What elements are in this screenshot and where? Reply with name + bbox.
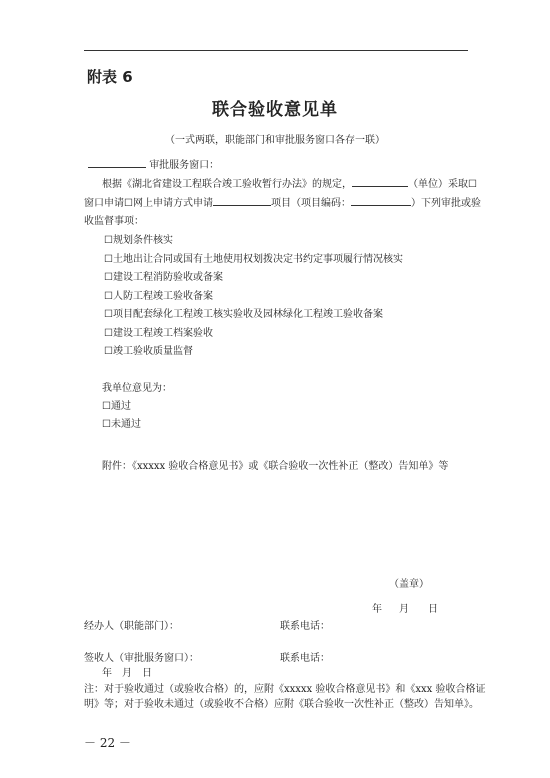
unit-blank	[352, 175, 408, 187]
addressee-suffix: 审批服务窗口：	[149, 160, 220, 171]
body-line-3: 收监督事项：	[84, 216, 144, 227]
addressee-line	[88, 156, 219, 171]
item-greening-acceptance[interactable]: ☐项目配套绿化工程竣工核实验收及园林绿化工程竣工验收备案	[104, 309, 383, 320]
receiver-date: 年 月 日	[102, 668, 152, 679]
note-line-2: 明》等；对于验收未通过（或验收不合格）应附《联合验收一次性补正（整改）告知单》。	[84, 699, 479, 710]
body-line-2-tail: ）下列审批或验	[410, 198, 481, 209]
note-line-1: 注：对于验收通过（或验收合格）的，应附《xxxxx 验收合格意见书》和《xxx 验收合格证	[84, 684, 486, 695]
appendix-label: 附表 6	[87, 68, 133, 86]
seal-date-month: 月	[399, 604, 409, 615]
body-line-2-text: 窗口申请☐网上申请方式申请	[84, 198, 213, 209]
handler-label: 经办人（职能部门）：	[84, 621, 179, 632]
receiver-label: 签收人（审批服务窗口）：	[84, 653, 199, 664]
body-line-1	[102, 175, 477, 190]
document-subtitle: （一式两联，职能部门和审批服务窗口各存一联）	[165, 135, 385, 146]
page-number: － 22 －	[84, 736, 131, 750]
body-line-2-project: 项目（项目编码：	[270, 198, 351, 209]
addressee-blank	[88, 156, 146, 168]
handler-phone-label: 联系电话：	[280, 621, 330, 632]
project-blank	[213, 194, 271, 206]
opinion-label: 我单位意见为：	[102, 383, 172, 394]
body-line-1-tail: （单位）采取☐	[408, 179, 477, 190]
item-civil-defense-record[interactable]: ☐人防工程竣工验收备案	[104, 291, 213, 302]
seal-date-year: 年	[372, 604, 382, 615]
option-pass[interactable]: ☐通过	[102, 401, 131, 412]
seal-date-day: 日	[428, 604, 438, 615]
item-quality-supervision[interactable]: ☐竣工验收质量监督	[104, 346, 193, 357]
receiver-phone-label: 联系电话：	[280, 653, 330, 664]
project-code-blank	[351, 194, 411, 206]
document-title: 联合验收意见单	[212, 100, 338, 120]
item-planning-verification[interactable]: ☐规划条件核实	[104, 235, 173, 246]
item-land-contract-verification[interactable]: ☐土地出让合同或国有土地使用权划拨决定书约定事项履行情况核实	[104, 254, 403, 265]
body-line-1-text: 根据《湖北省建设工程联合竣工验收暂行办法》的规定，	[102, 179, 352, 190]
item-fire-acceptance[interactable]: ☐建设工程消防验收或备案	[104, 272, 223, 283]
header-rule	[84, 50, 468, 51]
option-fail[interactable]: ☐未通过	[102, 419, 141, 430]
item-archive-acceptance[interactable]: ☐建设工程竣工档案验收	[104, 328, 213, 339]
stamp-label: （盖章）	[389, 579, 429, 590]
body-line-2	[84, 194, 481, 209]
attachment-note: 附件：《xxxxx 验收合格意见书》或《联合验收一次性补正（整改）告知单》等	[102, 461, 449, 472]
